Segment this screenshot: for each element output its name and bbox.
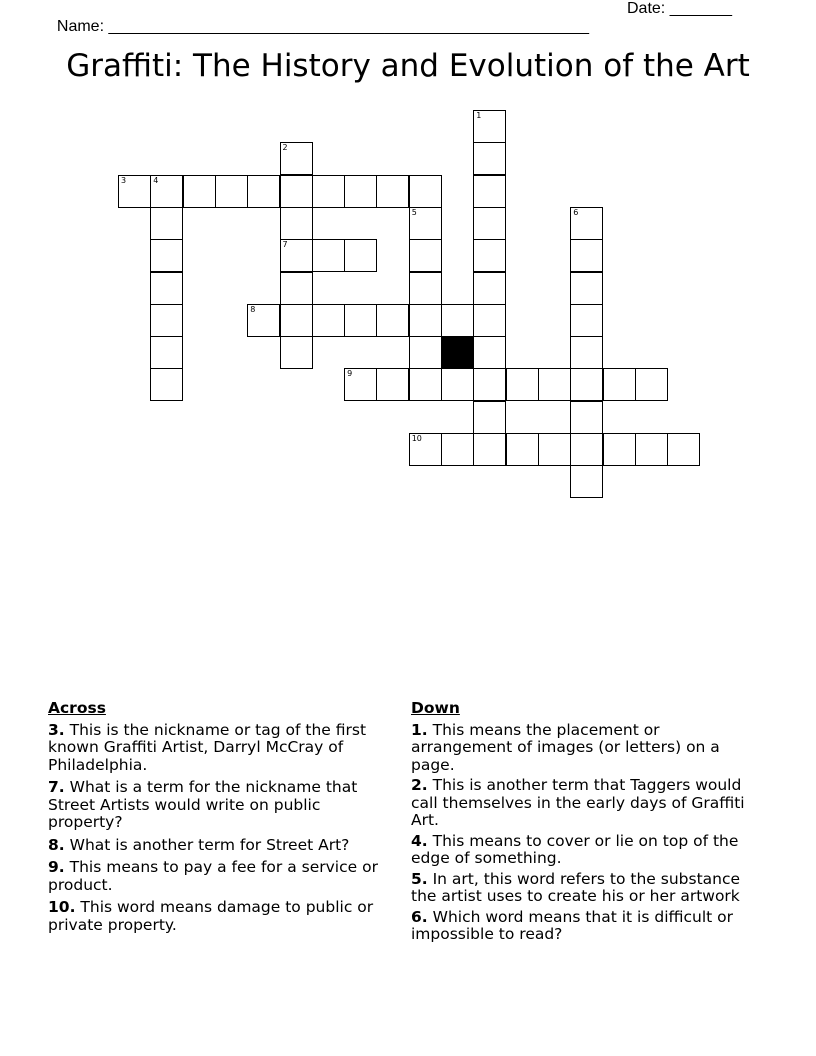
clue-text: Which word means that it is difficult or impossible to read? (411, 907, 733, 943)
crossword-cell[interactable] (473, 142, 506, 175)
clue-number: 4 (153, 175, 159, 185)
crossword-cell[interactable] (118, 175, 151, 208)
crossword-cell[interactable] (506, 368, 539, 401)
crossword-cell[interactable] (280, 207, 313, 240)
across-clue (48, 722, 393, 775)
clue-text: This means to pay a fee for a service or product. (48, 858, 378, 894)
crossword-cell[interactable] (667, 433, 700, 466)
crossword-cell[interactable] (150, 336, 183, 369)
clue-text: This word means damage to public or private property. (48, 898, 374, 934)
crossword-cell[interactable] (150, 304, 183, 337)
down-clue (411, 722, 761, 775)
date-field[interactable]: Date: _______ (627, 0, 732, 17)
crossword-cell[interactable] (570, 272, 603, 305)
crossword-cell[interactable] (280, 336, 313, 369)
crossword-cell[interactable] (409, 272, 442, 305)
crossword-cell[interactable] (312, 239, 345, 272)
crossword-cell[interactable] (635, 368, 668, 401)
crossword-cell[interactable] (409, 304, 442, 337)
crossword-cell[interactable] (150, 239, 183, 272)
crossword-cell[interactable] (376, 304, 409, 337)
crossword-cell[interactable] (280, 272, 313, 305)
across-heading: Across (48, 699, 106, 717)
across-clue (48, 899, 393, 934)
clue-number: 8. (48, 835, 65, 854)
crossword-cell[interactable] (280, 142, 313, 175)
clue-number: 6 (573, 207, 579, 217)
crossword-cell[interactable] (409, 175, 442, 208)
across-clue (48, 859, 393, 894)
clue-number: 3. (48, 720, 65, 739)
clue-text: This means the placement or arrangement of images (or letters) on a page. (411, 720, 720, 774)
crossword-cell[interactable] (473, 304, 506, 337)
crossword-cell[interactable] (473, 368, 506, 401)
crossword-cell[interactable] (183, 175, 216, 208)
clue-text: This is the nickname or tag of the first known Graffiti Artist, Darryl McCray of Philadelphia. (48, 720, 367, 774)
crossword-cell[interactable] (473, 110, 506, 143)
crossword-cell[interactable] (150, 207, 183, 240)
crossword-cell[interactable] (280, 304, 313, 337)
clue-number: 10 (411, 434, 422, 443)
crossword-cell[interactable] (280, 239, 313, 272)
crossword-cell[interactable] (247, 304, 280, 337)
down-clue (411, 871, 761, 906)
clue-text: This is another term that Taggers would call themselves in the early days of Graffiti Art. (411, 776, 745, 829)
clue-number: 1. (411, 720, 428, 739)
crossword-cell[interactable] (603, 368, 636, 401)
crossword-cell[interactable] (506, 433, 539, 466)
across-clue (48, 837, 393, 855)
clue-text: What is another term for Street Art? (64, 835, 350, 854)
crossword-cell[interactable] (376, 368, 409, 401)
crossword-cell[interactable] (441, 368, 474, 401)
down-clue (411, 909, 761, 944)
crossword-cell[interactable] (635, 433, 668, 466)
across-clues (48, 700, 393, 939)
crossword-cell[interactable] (603, 433, 636, 466)
crossword-grid (0, 0, 816, 520)
crossword-cell[interactable] (570, 465, 603, 498)
clue-number: 6. (411, 907, 428, 926)
crossword-cell[interactable] (376, 175, 409, 208)
clue-number: 9 (347, 369, 353, 379)
crossword-cell[interactable] (473, 175, 506, 208)
across-clue (48, 779, 393, 832)
crossword-cell[interactable] (570, 207, 603, 240)
crossword-cell[interactable] (570, 401, 603, 434)
down-heading: Down (411, 699, 460, 717)
clue-text: What is a term for the nickname that Street Artists would write on public property? (48, 778, 358, 831)
clue-text: In art, this word refers to the substance the artist uses to create his or her artwork (411, 869, 741, 905)
clue-number: 4. (411, 831, 428, 850)
down-clue (411, 777, 761, 830)
crossword-cell[interactable] (150, 368, 183, 401)
crossword-cell[interactable] (215, 175, 248, 208)
crossword-cell[interactable] (344, 175, 377, 208)
crossword-cell[interactable] (150, 272, 183, 305)
clue-number: 2 (282, 143, 288, 153)
clue-number: 7. (48, 778, 65, 796)
crossword-cell[interactable] (441, 433, 474, 466)
crossword-cell[interactable] (344, 304, 377, 337)
crossword-cell[interactable] (570, 239, 603, 272)
clue-number: 5 (411, 207, 417, 217)
clue-number: 2. (411, 776, 428, 794)
page-title: Graffiti: The History and Evolution of the Art (66, 48, 750, 84)
crossword-cell[interactable] (409, 433, 442, 466)
crossword-cell[interactable] (409, 336, 442, 369)
crossword-cell[interactable] (570, 433, 603, 466)
crossword-cell[interactable] (473, 433, 506, 466)
down-clues (411, 700, 761, 947)
crossword-black-cell (441, 336, 474, 369)
clue-number: 10. (48, 898, 76, 916)
clue-number: 9. (48, 858, 65, 876)
crossword-cell[interactable] (473, 239, 506, 272)
down-clue (411, 833, 761, 868)
crossword-cell[interactable] (280, 175, 313, 208)
crossword-cell[interactable] (441, 304, 474, 337)
crossword-cell[interactable] (570, 368, 603, 401)
clue-text: This means to cover or lie on top of the edge of something. (411, 831, 739, 867)
crossword-cell[interactable] (570, 336, 603, 369)
crossword-cell[interactable] (312, 175, 345, 208)
crossword-cell[interactable] (473, 272, 506, 305)
clue-number: 5. (411, 869, 428, 888)
crossword-cell[interactable] (312, 304, 345, 337)
crossword-cell[interactable] (409, 368, 442, 401)
clue-number: 8 (250, 304, 256, 314)
crossword-cell[interactable] (473, 207, 506, 240)
clue-number: 1 (476, 111, 482, 120)
clue-number: 3 (121, 175, 127, 185)
crossword-cell[interactable] (570, 304, 603, 337)
crossword-cell[interactable] (409, 239, 442, 272)
crossword-cell[interactable] (247, 175, 280, 208)
name-field[interactable]: Name: ______________________________________________________ (56, 18, 589, 35)
crossword-cell[interactable] (538, 368, 571, 401)
clue-number: 7 (282, 240, 288, 250)
crossword-cell[interactable] (344, 368, 377, 401)
crossword-cell[interactable] (344, 239, 377, 272)
crossword-cell[interactable] (150, 175, 183, 208)
crossword-cell[interactable] (473, 336, 506, 369)
crossword-cell[interactable] (538, 433, 571, 466)
crossword-cell[interactable] (409, 207, 442, 240)
crossword-cell[interactable] (473, 401, 506, 434)
